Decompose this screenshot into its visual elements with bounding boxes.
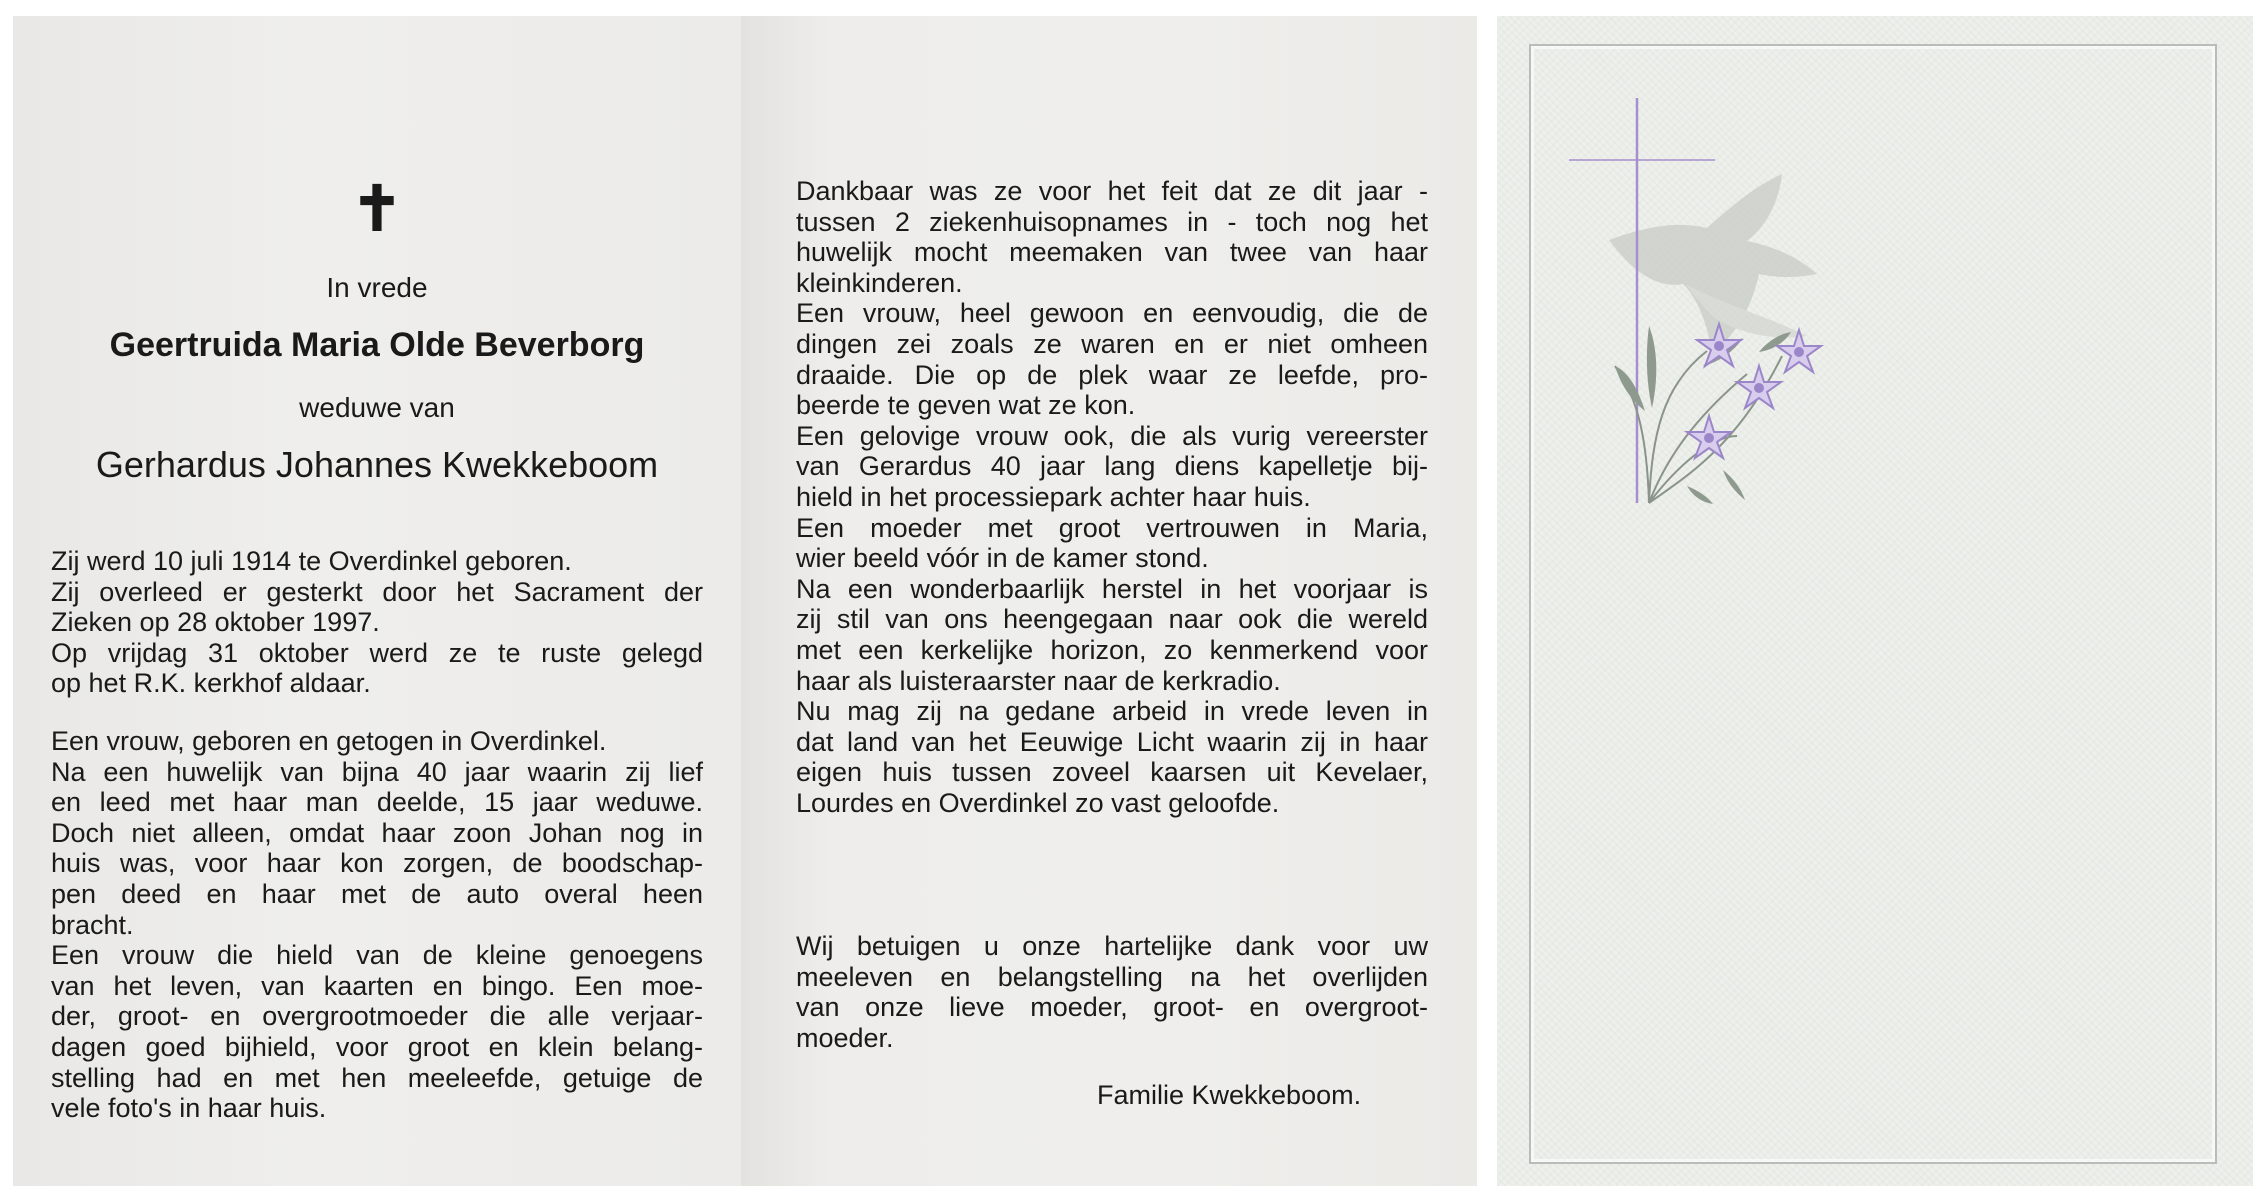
thanks-paragraph: [796, 931, 1428, 1053]
card-middle-page: [741, 16, 1477, 1186]
family-signature: Familie Kwekkeboom.: [1097, 1080, 1362, 1110]
text-line: wier beeld vóór in de kamer stond.: [796, 543, 1209, 574]
text-line: draaide. Die op de plek waar ze leefde, pro-: [796, 359, 1428, 390]
text-line: Wij betuigen u onze hartelijke dank voor uw: [796, 931, 1428, 961]
text-line: bracht.: [51, 909, 134, 940]
text-line: en leed met haar man deelde, 15 jaar weduwe.: [51, 787, 703, 818]
cover-illustration: [1497, 16, 2253, 1186]
text-line: kleinkinderen.: [796, 267, 963, 298]
text-line: Na een wonderbaarlijk herstel in het voorjaar is: [796, 573, 1428, 604]
text-line: van Gerardus 40 jaar lang diens kapelletje bij-: [796, 451, 1428, 482]
text-line: Doch niet alleen, omdat haar zoon Johan nog in: [51, 817, 703, 848]
text-line: Een vrouw, geboren en getogen in Overdinkel.: [51, 726, 607, 756]
text-line: der, groot- en overgrootmoeder die alle verjaar-: [51, 1001, 703, 1032]
text-line: dat land van het Eeuwige Licht waarin zij in haar: [796, 726, 1428, 757]
text-line: Een gelovige vrouw ook, die als vurig vereerster: [796, 420, 1428, 451]
text-line: van het leven, van kaarten en bingo. Een moe-: [51, 970, 703, 1001]
text-line: Nu mag zij na gedane arbeid in vrede leven in: [796, 696, 1428, 727]
text-line: vele foto's in haar huis.: [51, 1093, 327, 1124]
text-line: beerde te geven wat ze kon.: [796, 390, 1136, 421]
text-line: Zij overleed er gesterkt door het Sacrament der: [51, 576, 703, 607]
card-cover: [1497, 16, 2253, 1186]
text-line: Zij werd 10 juli 1914 te Overdinkel geboren.: [51, 546, 572, 576]
text-line: Een vrouw, heel gewoon en eenvoudig, die de: [796, 298, 1428, 329]
text-line: huwelijk mocht meemaken van twee van haar: [796, 237, 1428, 268]
husband-name: Gerhardus Johannes Kwekkeboom: [95, 444, 659, 485]
text-line: eigen huis tussen zoveel kaarsen uit Kevelaer,: [796, 757, 1428, 788]
text-line: dagen goed bijhield, voor groot en klein belang-: [51, 1031, 703, 1062]
deceased-name: Geertruida Maria Olde Beverborg: [109, 326, 645, 364]
text-line: tussen 2 ziekenhuisopnames in - toch nog het: [796, 206, 1428, 237]
dove-icon: [1609, 174, 1817, 354]
text-line: op het R.K. kerkhof aldaar.: [51, 668, 371, 699]
text-line: van onze lieve moeder, groot- en overgroot-: [796, 992, 1428, 1023]
text-line: met een kerkelijke horizon, zo kenmerkend voor: [796, 634, 1428, 665]
tribute-paragraph: [51, 726, 703, 1124]
biography-paragraph: [51, 546, 703, 699]
widow-of-label: weduwe van: [299, 392, 455, 423]
text-line: huis was, voor haar kon zorgen, de boodschap-: [51, 848, 703, 879]
text-line: stelling had en met hen meeleefde, getuige de: [51, 1062, 703, 1093]
memorial-paragraph: [796, 176, 1428, 818]
card-left-page: [13, 16, 741, 1186]
text-line: Lourdes en Overdinkel zo vast geloofde.: [796, 787, 1280, 818]
text-line: Zieken op 28 oktober 1997.: [51, 607, 380, 638]
text-line: zij stil van ons heengegaan naar ook die wereld: [796, 604, 1428, 635]
text-line: hield in het processiepark achter haar huis.: [796, 481, 1311, 512]
text-line: haar als luisteraarster naar de kerkradio.: [796, 665, 1281, 696]
text-line: meeleven en belangstelling na het overlijden: [796, 961, 1428, 992]
text-line: Op vrijdag 31 oktober werd ze te ruste gelegd: [51, 637, 703, 668]
text-line: Dankbaar was ze voor het feit dat ze dit jaar -: [796, 176, 1428, 206]
text-line: pen deed en haar met de auto overal heen: [51, 878, 703, 909]
text-line: dingen zei zoals ze waren en er niet omheen: [796, 328, 1428, 359]
text-line: Na een huwelijk van bijna 40 jaar waarin zij lief: [51, 756, 703, 787]
in-vrede-heading: In vrede: [326, 272, 428, 303]
cross-icon: ✝: [351, 175, 403, 244]
flower-icon: [1687, 324, 1821, 458]
cross-outline-icon: [1569, 98, 1715, 503]
text-line: Een moeder met groot vertrouwen in Maria,: [796, 512, 1428, 543]
text-line: Een vrouw die hield van de kleine genoegens: [51, 940, 703, 971]
text-line: moeder.: [796, 1022, 894, 1053]
